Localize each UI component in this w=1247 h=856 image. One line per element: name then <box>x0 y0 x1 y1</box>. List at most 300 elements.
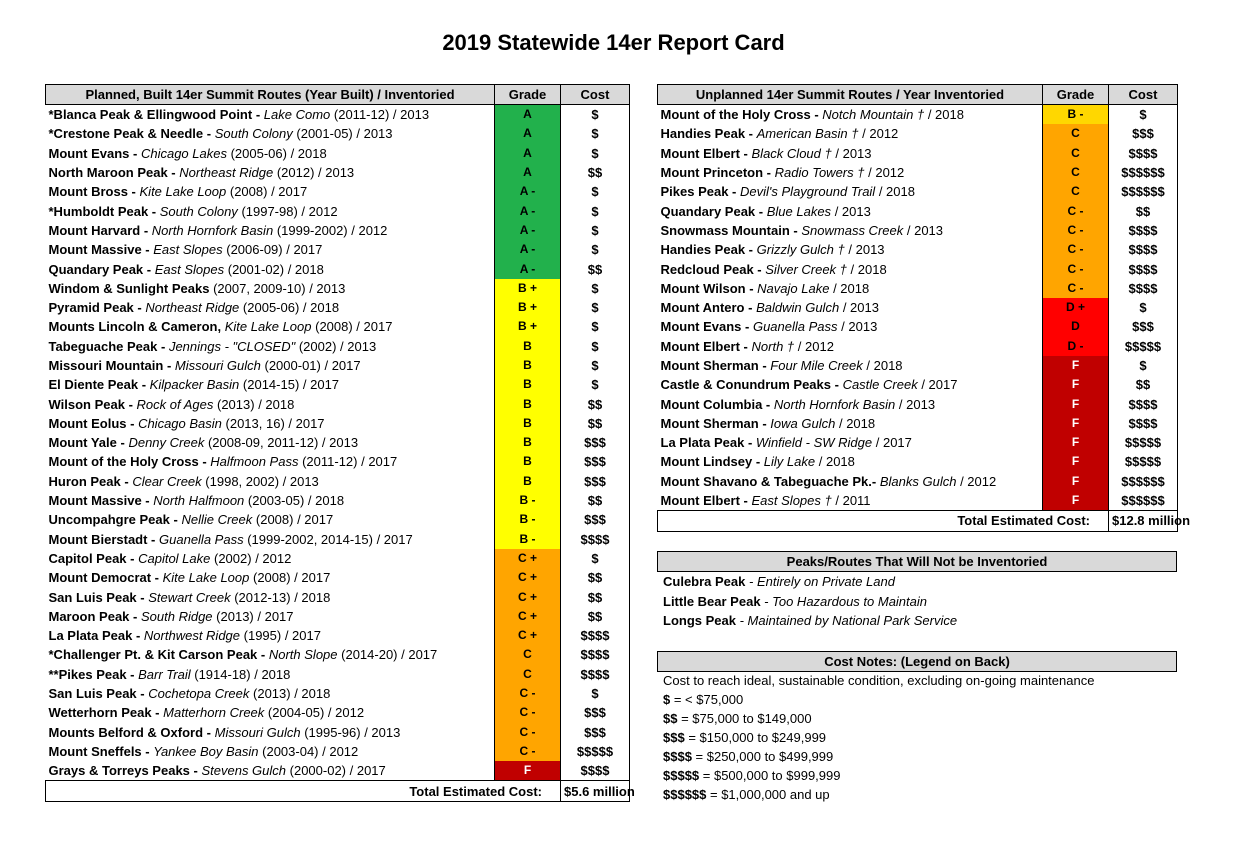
route-cell <box>46 394 495 413</box>
cost-cell: $ <box>561 124 630 143</box>
cost-cell: $$$$ <box>561 626 630 645</box>
route-years: / 2018 <box>866 358 903 373</box>
cost-legend-item <box>663 768 840 783</box>
cost-symbol: $$$$$$ <box>663 787 707 802</box>
grade-cell: A <box>495 105 561 125</box>
table-row <box>46 510 630 529</box>
cost-cell: $ <box>561 279 630 298</box>
route-years: (2002) / 2012 <box>214 550 292 566</box>
cost-cell: $$$ <box>561 510 630 529</box>
not-inventoried-item <box>663 574 895 589</box>
exclusion-reason: - Too Hazardous to Maintain <box>764 593 928 609</box>
table-row <box>658 337 1178 356</box>
route-years: (2012) / 2013 <box>276 165 355 181</box>
route-name: Chicago Lakes <box>140 145 227 161</box>
table-row <box>46 201 630 220</box>
peak-name: San Luis Peak - <box>48 686 145 702</box>
total-label: Total Estimated Cost: <box>46 781 561 801</box>
peak-name: Wetterhorn Peak - <box>48 705 160 721</box>
total-label: Total Estimated Cost: <box>658 511 1109 531</box>
grade-cell: F <box>1043 433 1109 452</box>
route-cell <box>46 163 495 182</box>
peak-name: San Luis Peak - <box>48 589 145 605</box>
not-inventoried-item <box>663 613 957 628</box>
route-name: American Basin † <box>756 126 859 142</box>
table-row <box>658 182 1178 201</box>
table-row <box>658 452 1178 471</box>
cost-cell: $$$$ <box>561 645 630 664</box>
peak-name: *Humboldt Peak - <box>48 203 157 219</box>
route-name: Iowa Gulch <box>770 415 836 431</box>
cost-cell: $$$ <box>561 452 630 471</box>
cost-cell: $ <box>1109 105 1178 125</box>
table-row <box>46 221 630 240</box>
table-row <box>46 356 630 375</box>
table-row <box>658 221 1178 240</box>
peak-name: Castle & Conundrum Peaks - <box>660 377 839 393</box>
table-row <box>46 240 630 259</box>
route-cell <box>46 414 495 433</box>
route-cell <box>658 105 1043 125</box>
grade-cell: C - <box>1043 221 1109 240</box>
grade-cell: F <box>1043 414 1109 433</box>
cost-cell: $ <box>1109 298 1178 317</box>
route-years: / 2013 <box>834 203 871 219</box>
table-header <box>46 85 630 105</box>
route-name: Blue Lakes <box>766 203 832 219</box>
grade-cell: C <box>495 665 561 684</box>
route-name: Guanella Pass <box>752 319 838 335</box>
table-row <box>658 259 1178 278</box>
grade-cell: A <box>495 163 561 182</box>
table-row <box>658 356 1178 375</box>
cost-range: = $500,000 to $999,999 <box>699 768 841 783</box>
route-name: Stevens Gulch <box>201 763 287 779</box>
page-title: 2019 Statewide 14er Report Card <box>442 30 785 55</box>
route-name: North Slope <box>268 647 338 663</box>
route-cell <box>46 568 495 587</box>
route-cell <box>658 356 1043 375</box>
route-name: Kite Lake Loop <box>162 570 250 586</box>
peak-name: Culebra Peak <box>663 574 746 589</box>
route-cell <box>658 124 1043 143</box>
route-cell <box>46 723 495 742</box>
peak-name: Mount Sherman - <box>660 415 767 431</box>
route-years: (2011-12) / 2017 <box>302 454 398 470</box>
route-years: (1998, 2002) / 2013 <box>205 473 319 489</box>
not-inventoried-header: Peaks/Routes That Will Not be Inventoried <box>657 551 1177 572</box>
grade-cell: A - <box>495 259 561 278</box>
table-row <box>658 124 1178 143</box>
table-row <box>658 472 1178 491</box>
route-name: Halfmoon Pass <box>210 454 299 470</box>
table-row <box>46 530 630 549</box>
route-years: / 2012 <box>868 165 905 181</box>
planned-routes-table <box>45 84 635 802</box>
route-name: Devil's Playground Trail <box>740 184 876 200</box>
grade-cell: F <box>1043 375 1109 394</box>
route-name: Guanella Pass <box>159 531 244 547</box>
table-header <box>658 85 1178 105</box>
table-row <box>658 201 1178 220</box>
cost-symbol: $$$ <box>663 730 685 745</box>
route-years: (2001-05) / 2013 <box>296 126 393 142</box>
cost-cell: $$$$$ <box>561 742 630 761</box>
table-row <box>46 626 630 645</box>
grade-cell: B <box>495 337 561 356</box>
route-cell <box>46 645 495 664</box>
grade-cell: C - <box>1043 259 1109 278</box>
table-row <box>658 394 1178 413</box>
cost-range: = $150,000 to $249,999 <box>684 730 827 745</box>
cost-range: = $75,000 to $149,000 <box>677 711 812 726</box>
grade-cell: C - <box>1043 240 1109 259</box>
peak-name: Wilson Peak - <box>48 396 133 412</box>
peak-name: Snowmass Mountain - <box>660 222 798 238</box>
cost-cell: $$ <box>561 568 630 587</box>
cost-cell: $$ <box>561 259 630 278</box>
table-row <box>658 375 1178 394</box>
route-name: Missouri Gulch <box>214 724 301 740</box>
route-name: Capitol Lake <box>138 550 211 566</box>
route-cell <box>46 144 495 163</box>
peak-name: **Pikes Peak - <box>48 666 135 682</box>
route-years: / 2018 <box>833 280 870 296</box>
grade-cell: C <box>1043 163 1109 182</box>
route-name: North Hornfork Basin <box>151 222 274 238</box>
route-name: Missouri Gulch <box>174 358 261 373</box>
route-cell <box>46 587 495 606</box>
cost-cell: $$ <box>561 491 630 510</box>
grade-cell: B <box>495 452 561 471</box>
route-name: Grizzly Gulch † <box>756 242 845 258</box>
route-years: (2013) / 2017 <box>216 608 294 624</box>
grade-cell: C - <box>495 703 561 722</box>
route-name: Notch Mountain † <box>822 107 925 123</box>
route-years: (1914-18) / 2018 <box>194 666 291 682</box>
exclusion-reason: - Maintained by National Park Service <box>739 613 958 628</box>
table-row <box>658 144 1178 163</box>
route-years: (2007, 2009-10) / 2013 <box>213 280 346 296</box>
route-cell <box>46 433 495 452</box>
route-cell <box>658 201 1043 220</box>
table-row <box>46 587 630 606</box>
table-row <box>46 279 630 298</box>
route-name: Four Mile Creek <box>770 358 863 373</box>
cost-cell: $ <box>561 105 630 125</box>
table-row <box>46 298 630 317</box>
route-cell <box>46 105 495 125</box>
cost-symbol: $$ <box>663 711 678 726</box>
peak-name: Handies Peak - <box>660 242 753 258</box>
route-years: (2008) / 2017 <box>252 570 331 586</box>
route-name: Clear Creek <box>132 473 202 489</box>
route-years: / 2013 <box>835 145 872 161</box>
cost-cell: $$$$ <box>1109 259 1178 278</box>
route-years: / 2013 <box>906 222 944 238</box>
table-row <box>46 394 630 413</box>
cost-cell: $ <box>561 221 630 240</box>
peak-name: Mount Antero - <box>660 300 753 316</box>
peak-name: *Crestone Peak & Needle - <box>48 126 212 142</box>
cost-cell: $$ <box>561 607 630 626</box>
cost-symbol: $$$$$ <box>663 768 700 783</box>
route-cell <box>46 317 495 336</box>
grade-cell: A - <box>495 221 561 240</box>
grade-cell: C - <box>495 742 561 761</box>
peak-name: Missouri Mountain - <box>48 358 172 373</box>
route-name: Silver Creek † <box>765 261 847 277</box>
peak-name: Mount Harvard - <box>48 222 149 238</box>
route-years: (2005-06) / 2018 <box>230 145 327 161</box>
table-row <box>46 259 630 278</box>
cost-cell: $$$$ <box>1109 221 1178 240</box>
peak-name: Mount Elbert - <box>660 493 748 509</box>
cost-cell: $$$ <box>1109 124 1178 143</box>
peak-name: Mount Evans - <box>660 319 750 335</box>
cost-cell: $$ <box>1109 201 1178 220</box>
grade-cell: A <box>495 124 561 143</box>
peak-name: Grays & Torreys Peaks - <box>48 763 198 779</box>
grade-cell: D - <box>1043 337 1109 356</box>
peak-name: Mount Bross - <box>48 184 136 200</box>
peak-name: Mount Sneffels - <box>48 743 150 759</box>
route-cell <box>658 182 1043 201</box>
cost-cell: $ <box>561 549 630 568</box>
table-row <box>46 375 630 394</box>
grade-cell: F <box>1043 491 1109 511</box>
route-years: / 2012 <box>862 126 899 142</box>
grade-cell: A <box>495 144 561 163</box>
route-cell <box>658 240 1043 259</box>
grade-cell: B - <box>1043 105 1109 125</box>
cost-legend-item <box>663 692 743 707</box>
route-name: Black Cloud † <box>751 145 832 161</box>
peak-name: El Diente Peak - <box>48 377 147 393</box>
grade-cell: B + <box>495 317 561 336</box>
route-name: Barr Trail <box>138 666 191 682</box>
route-years: / 2017 <box>921 377 958 393</box>
table-row <box>658 433 1178 452</box>
table-row <box>658 105 1178 125</box>
grade-cell: C - <box>495 723 561 742</box>
cost-cell: $ <box>561 684 630 703</box>
table-row <box>46 163 630 182</box>
route-cell <box>658 375 1043 394</box>
route-cell <box>658 279 1043 298</box>
grade-cell: B + <box>495 298 561 317</box>
route-name: Northwest Ridge <box>143 628 241 644</box>
route-cell <box>46 375 495 394</box>
grade-cell: D + <box>1043 298 1109 317</box>
route-cell <box>46 452 495 471</box>
grade-cell: C <box>495 645 561 664</box>
route-cell <box>46 240 495 259</box>
grade-cell: D <box>1043 317 1109 336</box>
route-cell <box>658 221 1043 240</box>
cost-cell: $$$ <box>561 472 630 491</box>
table-row <box>46 337 630 356</box>
grade-cell: B <box>495 394 561 413</box>
grade-cell: C <box>1043 182 1109 201</box>
route-years: (2003-05) / 2018 <box>247 493 345 509</box>
route-years: (2001-02) / 2018 <box>227 261 324 277</box>
route-name: Northeast Ridge <box>145 300 240 316</box>
route-cell <box>46 549 495 568</box>
table-row <box>46 761 630 781</box>
peak-name: Redcloud Peak - <box>660 261 762 277</box>
column-header-cost: Cost <box>1109 85 1178 105</box>
route-cell <box>658 491 1043 511</box>
peak-name: Maroon Peak - <box>48 608 138 624</box>
table-row <box>46 472 630 491</box>
grade-cell: C - <box>1043 279 1109 298</box>
route-years: / 2018 <box>850 261 887 277</box>
route-name: Blanks Gulch <box>879 473 957 489</box>
route-name: Snowmass Creek <box>801 222 904 238</box>
route-cell <box>658 337 1043 356</box>
table-row <box>46 665 630 684</box>
cost-cell: $$$$$ <box>1109 452 1178 471</box>
peak-name: Quandary Peak - <box>660 203 764 219</box>
cost-range: = < $75,000 <box>670 692 744 707</box>
table-row <box>658 414 1178 433</box>
grade-cell: A - <box>495 240 561 259</box>
peak-name: Mounts Lincoln & Cameron, <box>48 319 222 335</box>
table-row <box>46 607 630 626</box>
table-row <box>46 414 630 433</box>
peak-name: Mount of the Holy Cross - <box>48 454 207 470</box>
route-name: Rock of Ages <box>136 396 214 412</box>
column-header-grade: Grade <box>495 85 561 105</box>
grade-cell: B - <box>495 530 561 549</box>
grade-cell: C - <box>1043 201 1109 220</box>
route-years: (2013, 16) / 2017 <box>225 415 325 431</box>
route-years: (2013) / 2018 <box>217 396 295 412</box>
table-row <box>46 491 630 510</box>
route-name: Castle Creek <box>842 377 918 393</box>
route-cell <box>46 626 495 645</box>
peak-name: Mount of the Holy Cross - <box>660 107 819 123</box>
route-years: / 2018 <box>927 107 964 123</box>
peak-name: Mount Sherman - <box>660 358 767 373</box>
column-header-grade: Grade <box>1043 85 1109 105</box>
route-name: Yankee Boy Basin <box>153 743 259 759</box>
peak-name: Mount Elbert - <box>660 145 748 161</box>
column-header-cost: Cost <box>561 85 630 105</box>
grade-cell: B <box>495 433 561 452</box>
cost-cell: $$$$ <box>561 530 630 549</box>
cost-notes-intro: Cost to reach ideal, sustainable condition, excluding on-going maintenance <box>663 673 1095 688</box>
route-years: (2008) / 2017 <box>229 184 308 200</box>
peak-name: Handies Peak - <box>660 126 753 142</box>
cost-cell: $$$$ <box>1109 144 1178 163</box>
cost-cell: $ <box>561 298 630 317</box>
peak-name: Quandary Peak - <box>48 261 152 277</box>
cost-cell: $$$$ <box>1109 414 1178 433</box>
route-cell <box>658 144 1043 163</box>
route-years: (2012-13) / 2018 <box>234 589 331 605</box>
cost-cell: $$$$$$ <box>1109 472 1178 491</box>
table-row <box>46 144 630 163</box>
route-name: North † <box>751 338 795 354</box>
grade-cell: C <box>1043 124 1109 143</box>
route-cell <box>46 491 495 510</box>
route-name: Kite Lake Loop <box>224 319 312 335</box>
route-cell <box>46 742 495 761</box>
peak-name: Huron Peak - <box>48 473 129 489</box>
table-row <box>46 568 630 587</box>
route-years: (2008) / 2017 <box>255 512 334 528</box>
peak-name: Mount Bierstadt - <box>48 531 156 547</box>
route-cell <box>46 665 495 684</box>
cost-cell: $$ <box>561 163 630 182</box>
route-years: / 2012 <box>797 338 834 354</box>
unplanned-routes-table <box>657 84 1191 532</box>
peak-name: Pikes Peak - <box>660 184 737 200</box>
grade-cell: C - <box>495 684 561 703</box>
route-years: / 2013 <box>841 319 878 335</box>
peak-name: Mount Princeton - <box>660 165 771 181</box>
table-row <box>658 317 1178 336</box>
route-name: South Ridge <box>140 608 213 624</box>
cost-cell: $$$$ <box>561 665 630 684</box>
route-years: / 2017 <box>875 435 912 451</box>
table-row <box>46 645 630 664</box>
table-row <box>46 124 630 143</box>
route-name: Lily Lake <box>763 454 816 470</box>
route-years: (2004-05) / 2012 <box>267 705 365 721</box>
grade-cell: A - <box>495 182 561 201</box>
route-years: / 2013 <box>842 300 879 316</box>
route-years: / 2018 <box>838 415 876 431</box>
route-years: (2008) / 2017 <box>315 319 393 335</box>
route-years: / 2018 <box>818 454 855 470</box>
route-name: Jennings - "CLOSED" <box>168 338 296 354</box>
route-cell <box>46 298 495 317</box>
route-name: Kilpacker Basin <box>149 377 240 393</box>
route-name: South Colony <box>159 203 238 219</box>
peak-name: Tabeguache Peak - <box>48 338 166 354</box>
peak-name: Longs Peak <box>663 613 736 628</box>
total-value: $12.8 million <box>1109 511 1178 531</box>
route-cell <box>658 163 1043 182</box>
route-years: (2000-01) / 2017 <box>264 358 361 373</box>
grade-cell: C + <box>495 568 561 587</box>
cost-range: = $250,000 to $499,999 <box>691 749 834 764</box>
cost-cell: $ <box>561 240 630 259</box>
peak-name: Pyramid Peak - <box>48 300 142 316</box>
table-row <box>46 317 630 336</box>
peak-name: Windom & Sunlight Peaks <box>48 280 210 296</box>
route-cell <box>658 259 1043 278</box>
route-cell <box>46 761 495 781</box>
table-row <box>46 742 630 761</box>
not-inventoried-item <box>663 594 927 609</box>
route-years: (2008-09, 2011-12) / 2013 <box>207 435 359 451</box>
route-years: (2006-09) / 2017 <box>226 242 323 258</box>
grade-cell: F <box>1043 394 1109 413</box>
route-cell <box>46 279 495 298</box>
route-years: (1999-2002) / 2012 <box>276 222 388 238</box>
table-row <box>46 684 630 703</box>
route-cell <box>658 394 1043 413</box>
table-row <box>658 163 1178 182</box>
cost-legend-item <box>663 749 833 764</box>
grade-cell: F <box>1043 472 1109 491</box>
cost-cell: $ <box>561 182 630 201</box>
cost-cell: $$$$ <box>1109 394 1178 413</box>
